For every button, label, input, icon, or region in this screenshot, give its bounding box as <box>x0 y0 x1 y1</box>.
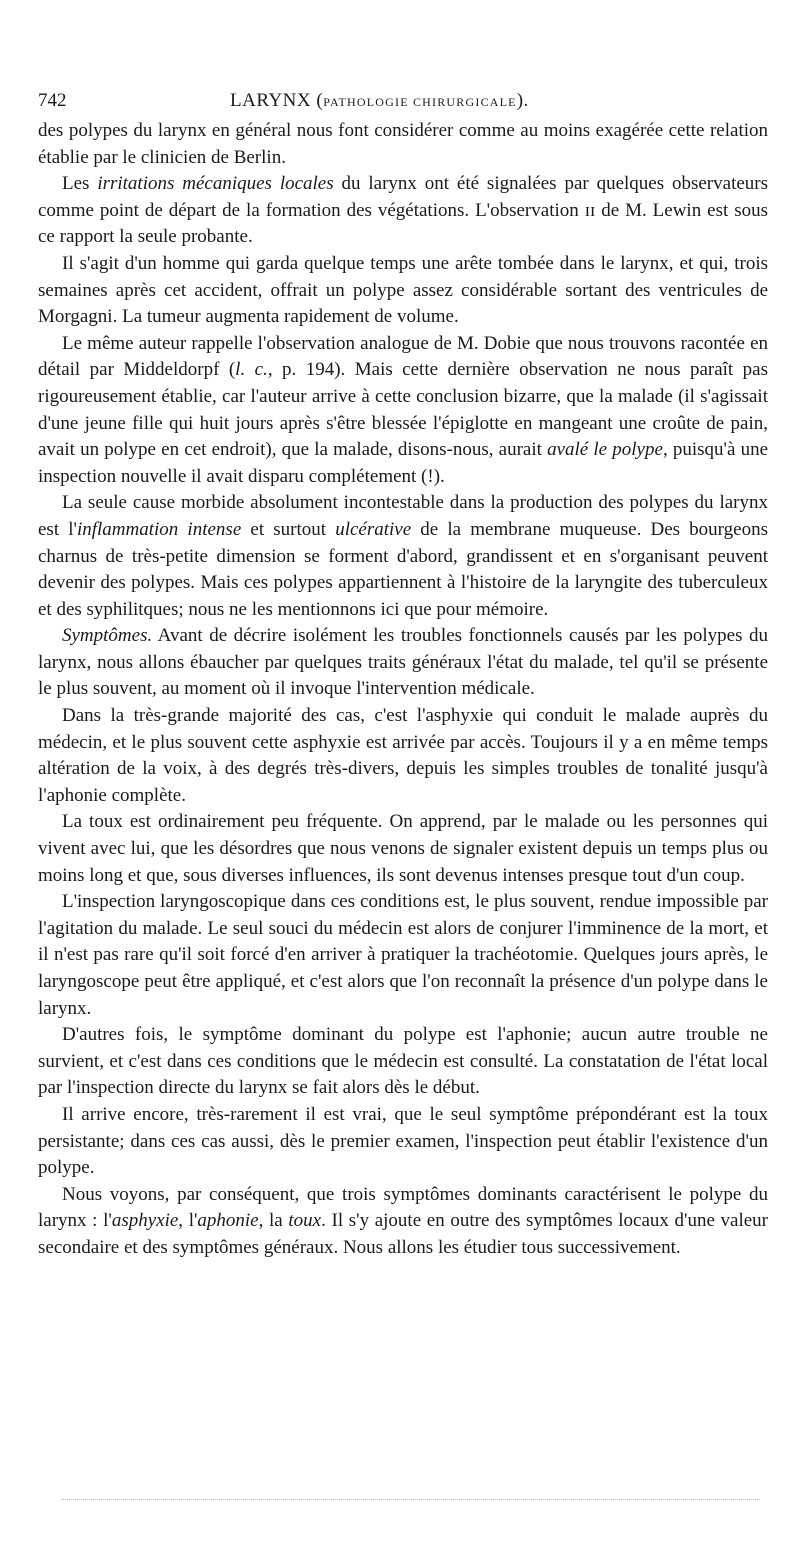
italic-phrase: toux <box>288 1210 322 1232</box>
paragraph <box>38 251 768 331</box>
paragraph-text: du larynx ont été signalées par quelques observateurs comme point de départ de la formation des végétations. L'observation ɪɪ de M. Lewin est sous ce rapport la seule probante. <box>38 173 769 248</box>
page-number: 742 <box>38 90 67 111</box>
paragraph <box>38 490 768 623</box>
paragraph-text: , p. 194). Mais cette dernière observation ne nous paraît pas rigoureusement établie, car l'auteur arrive à cette conclusion bizarre, que la malade (il s'agissait d'une jeune fille qui huit jours après s'être blessée l'épiglotte en mangeant une croûte de pain, avait un polype en cet endroit), que la malade, disons-nous, aurait <box>38 359 768 461</box>
paragraph <box>38 1182 768 1262</box>
italic-phrase: inflammation intense <box>76 518 242 540</box>
running-head <box>230 84 529 119</box>
running-head-small: PATHOLOGIE CHIRURGICALE <box>323 95 517 109</box>
paragraph-text: des polypes du larynx en général nous font considérer comme au moins exagérée cette relation établie par le clinicien de Berlin. <box>38 120 768 168</box>
page-header <box>38 84 768 118</box>
footer-rule <box>62 1499 760 1500</box>
italic-phrase: ulcérative <box>335 518 412 540</box>
paragraph-text: L'inspection laryngoscopique dans ces conditions est, le plus souvent, rendue impossible par l'agitation du malade. Le seul souci du médecin est alors de conjurer l'imminence de la mort, et il n'est pas rare qu'il soit forcé d'en arriver à pratiquer la trachéotomie. Quelques jours après, le laryngoscope peut être appliqué, et c'est alors que l'on reconnaît la présence d'un polype dans le larynx. <box>38 891 768 1019</box>
italic-phrase: l. c. <box>235 359 268 381</box>
italic-phrase: irritations mécaniques locales <box>97 173 334 195</box>
document-page <box>38 84 768 1262</box>
paragraph-text: , la <box>258 1210 289 1232</box>
paragraph-text: , puisqu'à une inspection nouvelle il avait disparu complétement (!). <box>38 439 768 487</box>
italic-phrase: asphyxie <box>111 1210 179 1232</box>
paragraph-text: Avant de décrire isolément les troubles fonctionnels causés par les polypes du larynx, nous allons ébaucher par quelques traits généraux l'état du malade, tel qu'il se présente le plus souvent, au moment où il invoque l'intervention médicale. <box>38 625 768 700</box>
paragraph <box>38 1022 768 1102</box>
paragraph-text: Il arrive encore, très-rarement il est vrai, que le seul symptôme prépondérant est la toux persistante; dans ces cas aussi, dès le premier examen, l'inspection peut établir l'existence d'un polype. <box>38 1103 768 1179</box>
paragraph-text: de la membrane muqueuse. Des bourgeons charnus de très-petite dimension se forment d'abord, grandissent et en s'organisant peuvent devenir des polypes. Mais ces polypes appartiennent à l'histoire de la laryngite des tuberculeux et des syphilitques; nous ne les mentionnons ici que pour mémoire. <box>38 518 768 620</box>
italic-phrase: aphonie <box>197 1210 259 1232</box>
paragraph-text: Il s'agit d'un homme qui garda quelque temps une arête tombée dans le larynx, et qui, trois semaines après cet accident, offrait un polype assez considérable sortant des ventricules de Morgagni. La tumeur augmenta rapidement de volume. <box>38 252 768 328</box>
paragraph-text: Dans la très-grande majorité des cas, c'est l'asphyxie qui conduit le malade auprès du médecin, et le plus souvent cette asphyxie est arrivée par accès. Toujours il y a en même temps altération de la voix, à des degrés très-divers, depuis les simples troubles de tonalité jusqu'à l'aphonie complète. <box>38 705 768 806</box>
paragraph-text: Le même auteur rappelle l'observation analogue de M. Dobie que nous trouvons racontée en détail par Middeldorpf ( <box>38 332 768 381</box>
running-head-main: LARYNX ( <box>230 90 324 111</box>
italic-phrase: avalé le polype <box>547 439 663 461</box>
body-text <box>38 118 768 1262</box>
paragraph-text: , l' <box>178 1210 198 1232</box>
paragraph-text: D'autres fois, le symptôme dominant du polype est l'aphonie; aucun autre trouble ne survient, et c'est dans ces conditions que le médecin est consulté. La constatation de l'état local par l'inspection directe du larynx se fait alors dès le début. <box>38 1024 768 1099</box>
paragraph <box>38 1102 768 1182</box>
paragraph-text: Nous voyons, par conséquent, que trois symptômes dominants caractérisent le polype du larynx : l' <box>38 1183 768 1232</box>
section-heading: Symptômes. <box>62 625 153 647</box>
paragraph <box>38 118 768 171</box>
paragraph <box>38 171 768 251</box>
paragraph <box>38 809 768 889</box>
paragraph <box>38 889 768 1022</box>
running-head-end: ). <box>516 90 529 111</box>
paragraph <box>38 623 768 703</box>
paragraph-text: La seule cause morbide absolument incontestable dans la production des polypes du larynx est l' <box>38 492 768 540</box>
paragraph-text: La toux est ordinairement peu fréquente. On apprend, par le malade ou les personnes qui vivent avec lui, que les désordres que nous venons de signaler existent depuis un temps plus ou moins long et que, sous diverses influences, ils sont devenus intenses presque tout d'un coup. <box>38 811 768 886</box>
paragraph <box>38 703 768 809</box>
paragraph-text: . Il s'y ajoute en outre des symptômes locaux d'une valeur secondaire et des symptômes généraux. Nous allons les étudier tous successivement. <box>38 1210 768 1258</box>
paragraph-text: Les <box>62 173 98 195</box>
paragraph <box>38 331 768 491</box>
paragraph-text: et surtout <box>241 518 336 540</box>
